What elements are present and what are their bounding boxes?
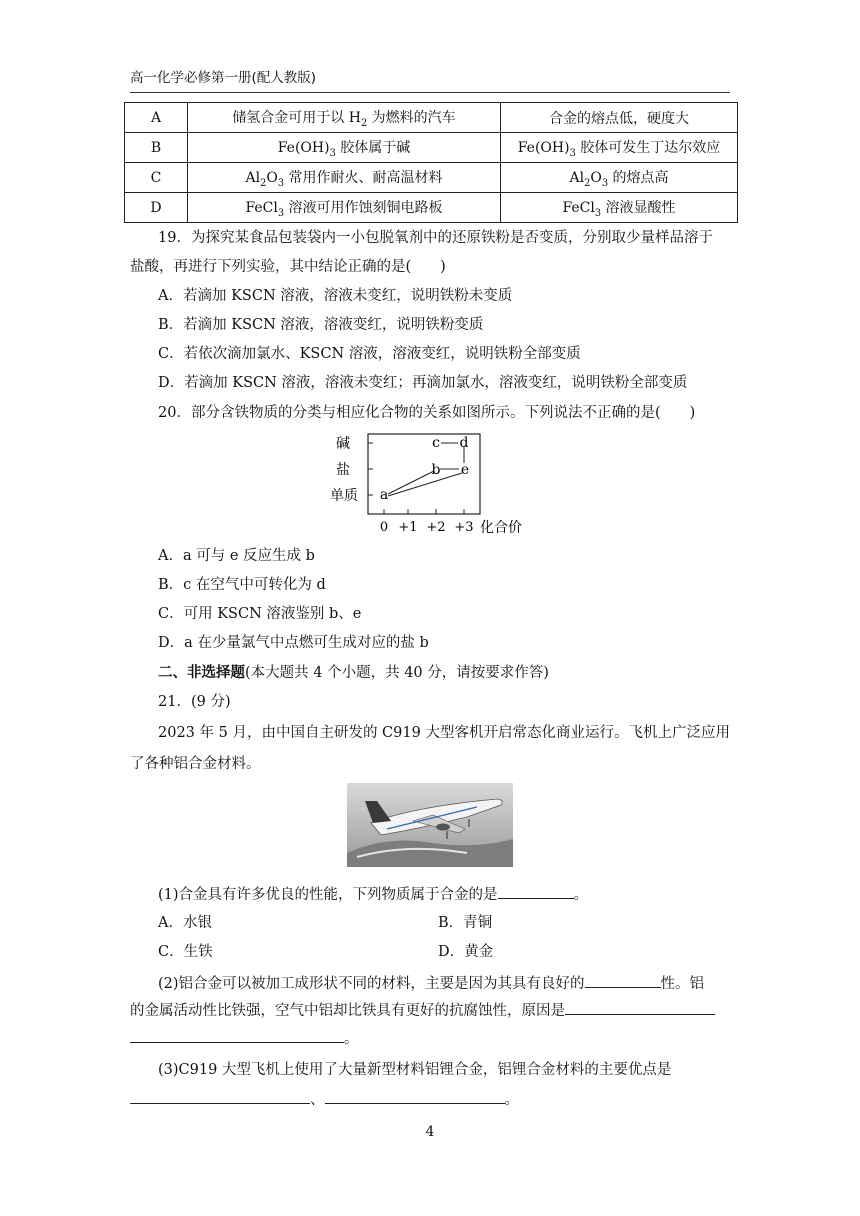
q21-part3-end: 。 — [504, 1092, 519, 1108]
table-row — [125, 133, 738, 163]
x-tick-label-0: 0 — [379, 520, 389, 535]
q19-option-c: C．若依次滴加氯水、KSCN 溶液，溶液变红，说明铁粉全部变质 — [158, 346, 581, 362]
table-cell-reason: 合金的熔点低，硬度大 — [501, 103, 738, 133]
table-cell-reason: $Al_2O_3$ 的熔点高 — [501, 163, 738, 193]
c919-airplane-photo — [347, 783, 513, 867]
table-cell-option: D — [125, 193, 188, 223]
x-tick-label-3: +3 — [454, 520, 474, 535]
q21-part3-line1: (3)C919 大型飞机上使用了大量新型材料铝锂合金，铝锂合金材料的主要优点是 — [158, 1062, 672, 1078]
point-b: b — [431, 462, 441, 478]
point-a: a — [379, 487, 389, 503]
section2-note: (本大题共 4 个小题，共 40 分，请按要求作答) — [245, 665, 549, 681]
table-cell-use: $Al_2O_3$ 常用作耐火、耐高温材料 — [188, 163, 501, 193]
q21-intro-line2: 了各种铝合金材料。 — [130, 756, 261, 772]
page-header: 高一化学必修第一册(配人教版) — [130, 66, 730, 93]
y-label-base: 碱 — [336, 436, 350, 452]
x-axis-title: 化合价 — [480, 520, 522, 536]
table-cell-option: C — [125, 163, 188, 193]
answer-blank[interactable] — [130, 1028, 344, 1043]
q21-part2-end: 。 — [344, 1031, 359, 1047]
reason-table — [124, 102, 738, 223]
section2-heading — [158, 663, 549, 683]
q20-option-a: A．a 可与 e 反应生成 b — [158, 548, 315, 564]
table-cell-reason: $Fe(OH)_3$ 胶体可发生丁达尔效应 — [501, 133, 738, 163]
table-cell-use: $Fe(OH)_3$ 胶体属于碱 — [188, 133, 501, 163]
point-e: e — [460, 462, 470, 478]
table-cell-option: A — [125, 103, 188, 133]
q21-head: 21．(9 分) — [158, 694, 231, 710]
answer-blank[interactable] — [130, 1089, 310, 1104]
q21-option-a: A．水银 — [158, 915, 212, 931]
iron-valence-diagram — [328, 428, 558, 540]
q19-option-b: B．若滴加 KSCN 溶液，溶液变红，说明铁粉变质 — [158, 317, 484, 333]
table-cell-use: 储氢合金可用于以 $H_2$ 为燃料的汽车 — [188, 103, 501, 133]
q21-option-b: B．青铜 — [438, 915, 493, 931]
table-cell-reason: FeCl$_3$ 溶液显酸性 — [501, 193, 738, 223]
table-cell-use: FeCl$_3$ 溶液可用作蚀刻铜电路板 — [188, 193, 501, 223]
q21-part2-line1 — [158, 973, 704, 994]
point-c: c — [432, 435, 440, 451]
q21-option-d: D．黄金 — [438, 944, 494, 960]
q21-part1-text: (1)合金具有许多优良的性能，下列物质属于合金的是 — [158, 887, 498, 903]
table-row — [125, 163, 738, 193]
q21-part1-end: 。 — [573, 887, 589, 903]
answer-blank[interactable] — [585, 973, 661, 988]
q21-part3-line2 — [130, 1089, 519, 1110]
q21-part2-line3 — [130, 1028, 359, 1049]
answer-blank[interactable] — [565, 1000, 715, 1015]
point-d: d — [459, 435, 469, 451]
q20-option-c: C．可用 KSCN 溶液鉴别 b、e — [158, 606, 362, 622]
q21-option-c: C．生铁 — [158, 944, 213, 960]
q20-option-b: B．c 在空气中可转化为 d — [158, 577, 326, 593]
y-label-element: 单质 — [330, 488, 358, 504]
answer-blank[interactable] — [325, 1089, 505, 1104]
q21-part2-text2: 性。铝 — [660, 976, 705, 992]
q21-part2-text: (2)铝合金可以被加工成形状不同的材料，主要是因为其具有良好的 — [158, 976, 585, 992]
edge-a-b — [388, 471, 434, 494]
table-row — [125, 193, 738, 223]
page-number: 4 — [425, 1124, 435, 1140]
q20-option-d: D．a 在少量氯气中点燃可生成对应的盐 b — [158, 635, 429, 651]
q21-part3-sep: 、 — [310, 1092, 325, 1108]
q19-option-d: D．若滴加 KSCN 溶液，溶液未变红；再滴加氯水，溶液变红，说明铁粉全部变质 — [158, 375, 688, 391]
q21-intro-line1: 2023 年 5 月，由中国自主研发的 C919 大型客机开启常态化商业运行。飞机上广泛应用 — [158, 725, 730, 741]
q21-part1 — [158, 884, 588, 905]
q21-part2-line2 — [130, 1000, 715, 1021]
q20-stem: 20．部分含铁物质的分类与相应化合物的关系如图所示。下列说法不正确的是( ) — [158, 405, 696, 421]
table-row — [125, 103, 738, 133]
q19-stem-line1: 19．为探究某食品包装袋内一小包脱氧剂中的还原铁粉是否变质，分别取少量样品溶于 — [158, 230, 713, 246]
q21-part2-text3: 的金属活动性比铁强，空气中铝却比铁具有更好的抗腐蚀性，原因是 — [130, 1003, 565, 1019]
q19-stem-line2: 盐酸，再进行下列实验，其中结论正确的是( ) — [130, 259, 446, 275]
y-label-salt: 盐 — [336, 462, 350, 478]
table-cell-option: B — [125, 133, 188, 163]
x-tick-label-2: +2 — [426, 520, 446, 535]
answer-blank[interactable] — [498, 884, 574, 899]
x-tick-label-1: +1 — [398, 520, 418, 535]
q19-option-a: A．若滴加 KSCN 溶液，溶液未变红，说明铁粉未变质 — [158, 288, 513, 304]
section2-title: 二、非选择题 — [158, 664, 245, 681]
edge-a-e — [388, 473, 462, 496]
